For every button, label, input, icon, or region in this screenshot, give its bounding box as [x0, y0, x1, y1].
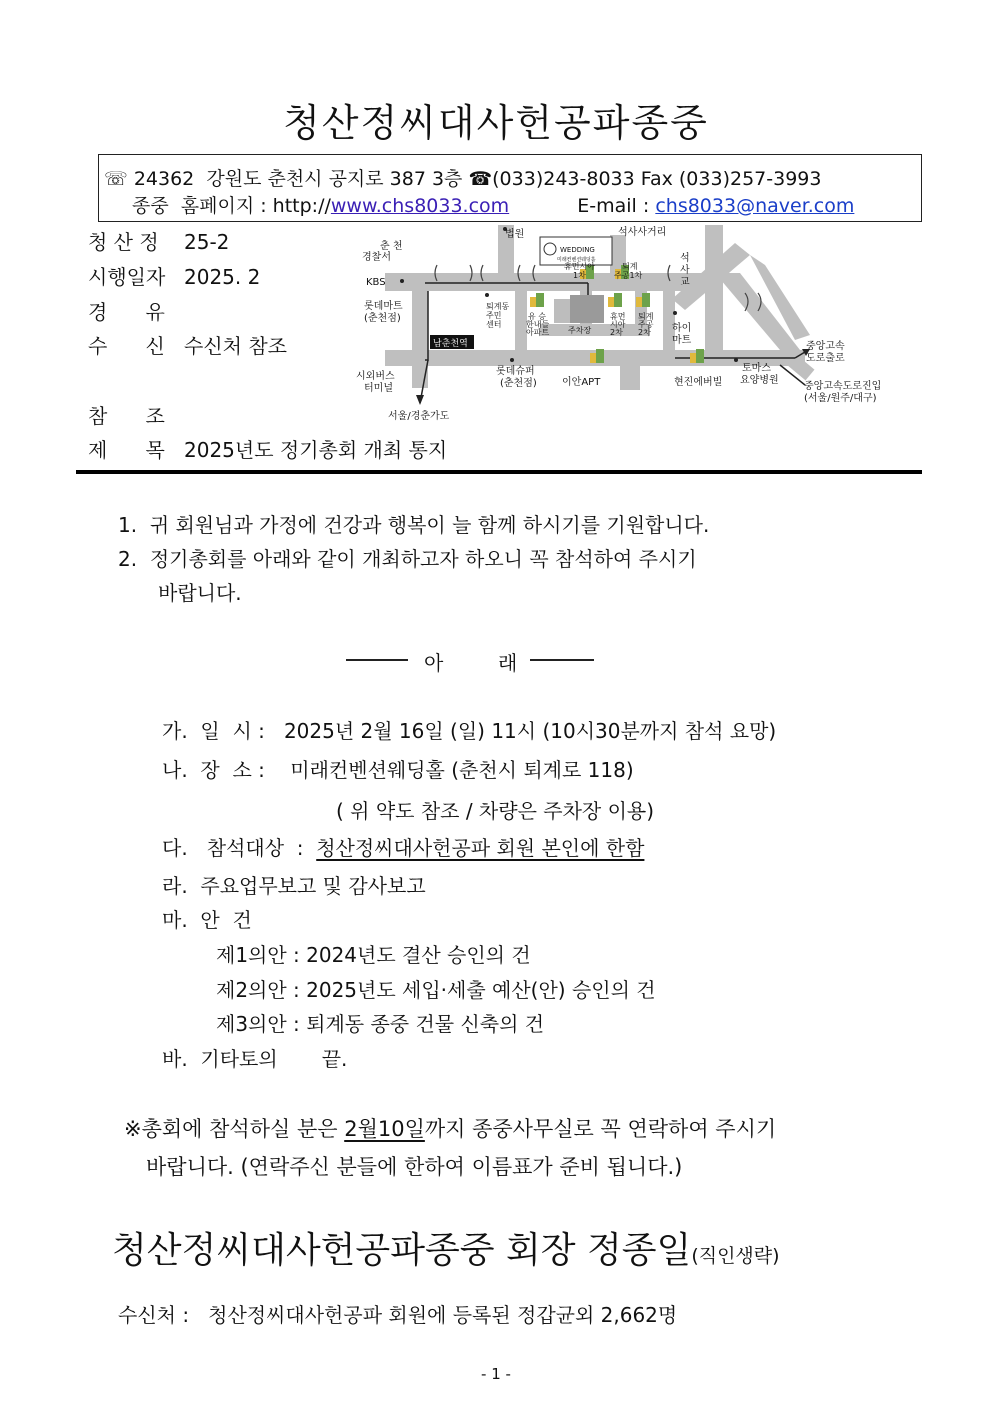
map-label-toegye1b: 주공1차 [614, 271, 643, 280]
map-label-expressway-entry: 중앙고속도로진입 [804, 381, 882, 392]
phone-icon: ☏ [104, 168, 128, 190]
meta-value: 2025. 2 [184, 265, 261, 289]
meta-row-doc-number [88, 226, 229, 255]
address: 강원도 춘천시 공지로 387 3층 [206, 168, 463, 190]
recipients-label: 수신처 : [118, 1303, 190, 1327]
item-ba [162, 1043, 347, 1072]
map-label-lotte-super-2: (춘천점) [500, 378, 537, 389]
map-label-community-3: 센터 [486, 320, 502, 329]
item-label: 참석대상 : [206, 836, 304, 860]
map-label-seoul: 서울/경춘가도 [388, 411, 450, 422]
paragraph-number: 2. [118, 547, 138, 571]
map-label-toegye2-2: 주공 [638, 320, 654, 329]
map-label-seoksa-bridge-1: 석 [680, 253, 690, 264]
map-label-lotte-mart: 롯데마트 [364, 301, 403, 312]
map-label-bus-terminal-2: 터미널 [364, 383, 393, 394]
location-map [340, 225, 920, 425]
below-right: 래 [498, 651, 518, 675]
homepage-link[interactable]: www.chs8033.com [330, 195, 510, 217]
map-label-lotte-mart-2: (춘천점) [364, 313, 401, 324]
meta-row-subject [88, 434, 447, 463]
map-label-toegye1: 퇴계 [622, 262, 638, 271]
agenda-item-2: 제2의안 : 2025년도 세입·세출 예산(안) 승인의 건 [216, 978, 656, 1002]
notice-text: ※총회에 참석하실 분은 [124, 1117, 345, 1141]
map-label-toegye2-3: 2차 [638, 328, 651, 337]
map-label-lotte-super: 롯데슈퍼 [496, 366, 535, 377]
below-line-left [346, 659, 408, 661]
item-mark: 가. [162, 719, 188, 743]
meta-row-via [88, 296, 184, 325]
page-number: - 1 - [481, 1365, 511, 1383]
meta-row-date [88, 261, 260, 290]
map-label-tomas-2: 요양병원 [740, 375, 779, 386]
web-line [132, 191, 854, 218]
map-label-seoksa-bridge-3: 교 [680, 277, 690, 288]
agenda-item-1: 제1의안 : 2024년도 결산 승인의 건 [216, 943, 531, 967]
item-ga [162, 715, 776, 744]
meta-label: 참 조 [88, 404, 165, 428]
map-label-ian: 이안APT [562, 377, 601, 388]
item-mark: 나. [162, 758, 188, 782]
item-label: 장 소 : [200, 758, 265, 782]
meta-label: 경 유 [88, 300, 165, 324]
end-mark: 끝. [321, 1047, 348, 1071]
map-label-community: 퇴계동 [486, 302, 510, 311]
item-ra [162, 870, 426, 899]
map-label-kbs: KBS [366, 277, 386, 288]
postcode: 24362 [133, 168, 195, 190]
paragraph-2 [118, 543, 697, 572]
map-label-parking: 주차장 [568, 326, 592, 335]
map-label-police-2: 경찰서 [362, 252, 391, 263]
map-label-yuseung: 유 승 [528, 312, 546, 321]
meta-row-recipient [88, 330, 287, 359]
map-label-humen1: 휴먼시아 [564, 262, 595, 271]
map-label-himart: 하이 [672, 323, 692, 334]
item-mark: 다. [162, 836, 188, 860]
map-label-humen2-2: 시아 [610, 320, 626, 329]
tel-number: (033)243-8033 [492, 168, 635, 190]
homepage-label: 종중 홈페이지 : http:// [132, 195, 331, 217]
item-da [162, 832, 644, 861]
fax-label: Fax [640, 168, 673, 190]
map-label-court: 법원 [505, 229, 525, 240]
map-label-himart-2: 마트 [672, 335, 692, 346]
map-label-police: 춘 천 [380, 241, 403, 252]
meta-label: 제 목 [88, 438, 165, 462]
item-label: 안 건 [200, 908, 252, 932]
address-line [104, 164, 821, 191]
meta-label: 수 신 [88, 334, 165, 358]
header-divider [76, 470, 922, 474]
below-left: 아 [424, 651, 444, 675]
email-link[interactable]: chs8033@naver.com [655, 195, 855, 217]
paragraph-2-continued: 바랍니다. [158, 581, 242, 605]
map-label-humen2-3: 2차 [610, 328, 623, 337]
document-title: 청산정씨대사헌공파종중 [283, 101, 709, 145]
map-label-community-2: 주민 [486, 311, 502, 320]
map-label-humen1b: 1차 [573, 271, 586, 280]
paragraph-text: 귀 회원님과 가정에 건강과 행복이 늘 함께 하시기를 기원합니다. [149, 513, 710, 537]
item-value: 미래컨벤션웨딩홀 (춘천시 퇴계로 118) [290, 758, 634, 782]
item-mark: 라. [162, 874, 188, 898]
paragraph-number: 1. [118, 513, 138, 537]
seal-omitted: (직인생략) [691, 1245, 780, 1267]
map-label-wedding-sub: 미래컨벤션웨딩홀 [557, 257, 596, 263]
item-label: 기타토의 [200, 1047, 278, 1071]
map-label-expressway-exit: 중앙고속 [806, 341, 845, 352]
map-label-hyunjin: 현진에버빌 [674, 377, 723, 388]
item-label: 주요업무보고 및 감사보고 [200, 874, 426, 898]
map-label-tomas: 토마스 [742, 363, 771, 374]
meta-label: 시행일자 [88, 265, 166, 289]
signature-main: 청산정씨대사헌공파종중 회장 정종일 [112, 1230, 692, 1271]
agenda-item-3: 제3의안 : 퇴계동 종중 건물 신축의 건 [216, 1012, 545, 1036]
item-value: 청산정씨대사헌공파 회원 본인에 한함 [316, 836, 645, 860]
fax-number: (033)257-3993 [678, 168, 822, 190]
map-label-bus-terminal: 시외버스 [356, 371, 395, 382]
item-value: 2025년 2월 16일 (일) 11시 (10시30분까지 참석 요망) [283, 719, 777, 743]
map-label-wedding: WEDDING [560, 246, 595, 254]
map-label-expressway-exit-2: 도로출로 [806, 353, 845, 364]
item-label: 일 시 : [200, 719, 265, 743]
email-label: E-mail : [577, 195, 656, 217]
notice-line-1 [124, 1113, 776, 1143]
meta-row-reference [88, 400, 184, 429]
notice-text-2: 까지 종중사무실로 꼭 연락하여 주시기 [424, 1117, 777, 1141]
item-mark: 마. [162, 908, 188, 932]
map-label-toegye2: 퇴계 [638, 312, 654, 321]
meta-value: 25-2 [184, 230, 230, 254]
recipients-text: 청산정씨대사헌공파 회원에 등록된 정갑균외 2,662명 [208, 1303, 678, 1327]
map-label-yuseung-2: 한내들 [526, 320, 550, 329]
telephone-icon: ☎ [468, 168, 493, 190]
notice-line-2: 바랍니다. (연락주신 분들에 한하여 이름표가 준비 됩니다.) [146, 1155, 683, 1179]
item-ma [162, 904, 252, 933]
map-label-yuseung-3: 아파트 [526, 328, 550, 337]
recipients [118, 1299, 677, 1328]
map-label-humen2: 휴먼 [610, 312, 626, 321]
below-line-right [530, 659, 594, 661]
map-label-seoksa-bridge-2: 사 [680, 265, 690, 276]
meta-label: 청 산 정 [88, 230, 159, 254]
paragraph-text: 정기총회를 아래와 같이 개최하고자 하오니 꼭 참석하여 주시기 [149, 547, 697, 571]
map-label-seoksa-cross: 석사사거리 [618, 227, 667, 238]
item-mark: 바. [162, 1047, 188, 1071]
item-na [162, 754, 634, 783]
map-label-namchuncheon: 남춘천역 [433, 339, 468, 349]
map-label-expressway-entry-2: (서울/원주/대구) [804, 393, 877, 404]
notice-deadline: 2월10일 [344, 1117, 425, 1141]
signature [112, 1222, 780, 1273]
item-na-note: ( 위 약도 참조 / 차량은 주차장 이용) [336, 799, 655, 823]
paragraph-1 [118, 509, 709, 538]
meta-value: 수신처 참조 [184, 334, 287, 358]
meta-value: 2025년도 정기총회 개최 통지 [184, 438, 448, 462]
